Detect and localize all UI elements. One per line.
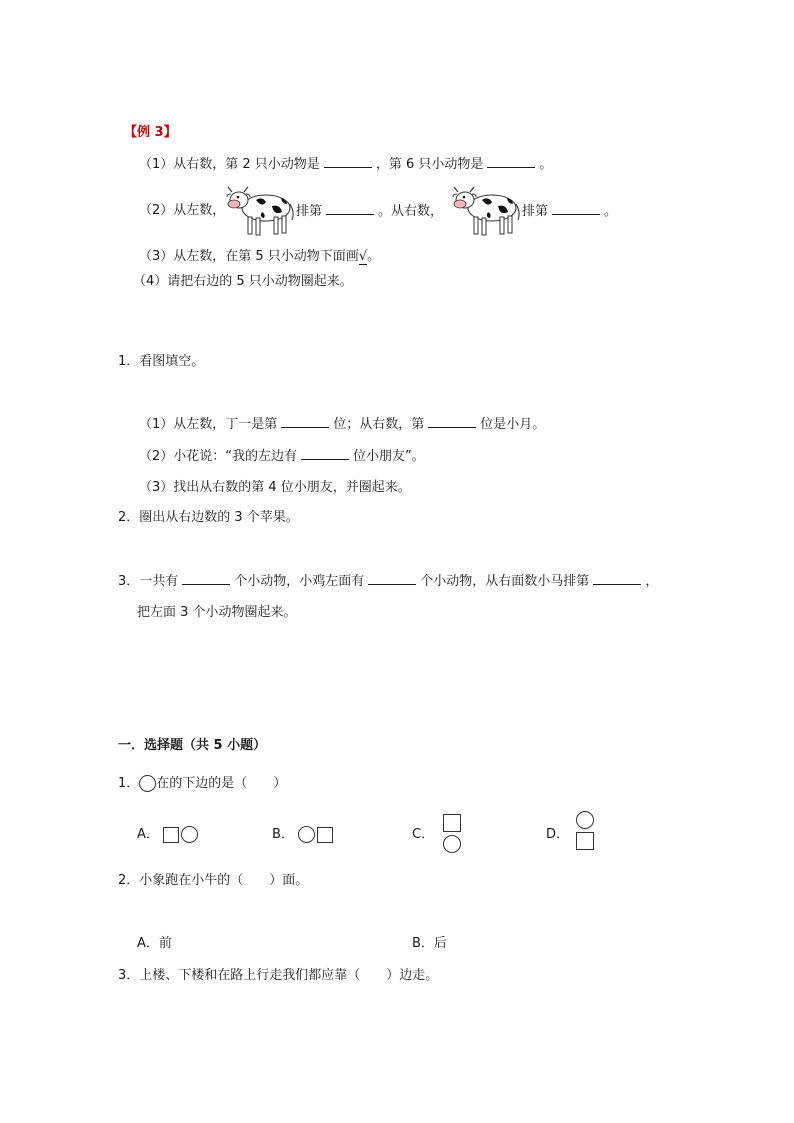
mc2-stem: 2．小象跑在小牛的（ ）面。 (118, 873, 309, 888)
answer-blank[interactable] (182, 572, 230, 585)
answer-blank[interactable] (487, 155, 535, 168)
square-icon (576, 832, 594, 850)
exercise-1-title: 1．看图填空。 (118, 354, 205, 369)
mc1-option-d[interactable]: D． (546, 827, 570, 842)
mc2-option-b[interactable]: B．后 (412, 936, 447, 951)
mc1-option-a[interactable]: A． (137, 826, 198, 844)
cow-icon (226, 180, 296, 240)
mc1-option-c-shapes (443, 814, 461, 853)
exercise-2-title: 2．圈出从右边数的 3 个苹果。 (118, 510, 299, 525)
circle-icon (181, 826, 198, 843)
cow-icon (452, 180, 522, 240)
check-mark: √ (358, 249, 368, 264)
example-q2-part3: 排第 。 (522, 204, 618, 219)
exercise-1-part3: （3）找出从右数的第 4 位小朋友，并圈起来。 (139, 480, 411, 495)
exercise-1-part1: （1）从左数，丁一是第 位；从右数，第 位是小月。 (139, 417, 546, 432)
example-heading: 【例 3】 (124, 125, 177, 140)
exercise-3-line1: 3．一共有 个小动物，小鸡左面有 个小动物，从右面数小马排第 ， (118, 574, 659, 589)
answer-blank[interactable] (326, 202, 374, 215)
mc1-option-d-shapes (576, 811, 594, 850)
mc1-option-c[interactable]: C． (412, 827, 435, 842)
exercise-1-part2: （2）小花说：“我的左边有 位小朋友”。 (139, 449, 425, 464)
answer-blank[interactable] (281, 415, 329, 428)
mc3-stem: 3．上楼、下楼和在路上行走我们都应靠（ ）边走。 (118, 968, 439, 983)
example-q3: （3）从左数，在第 5 只小动物下面画√。 (139, 249, 381, 264)
answer-blank[interactable] (428, 415, 476, 428)
square-icon (163, 827, 179, 843)
circle-icon (443, 835, 461, 853)
exercise-3-line2: 把左面 3 个小动物圈起来。 (137, 605, 297, 620)
example-q4: （4）请把右边的 5 只小动物圈起来。 (133, 274, 353, 289)
example-q2-part2: 排第 。从右数， (296, 204, 444, 219)
mc1-stem: 1． 在的下边的是（ ） (118, 776, 287, 791)
mc2-option-a[interactable]: A．前 (137, 936, 172, 951)
answer-blank[interactable] (593, 572, 641, 585)
circle-icon (576, 811, 594, 829)
answer-blank[interactable] (301, 447, 349, 460)
circle-icon (139, 775, 156, 792)
section-title: 一．选择题（共 5 小题） (118, 738, 267, 753)
square-icon (443, 814, 461, 832)
answer-blank[interactable] (324, 155, 372, 168)
circle-icon (298, 826, 315, 843)
answer-blank[interactable] (368, 572, 416, 585)
answer-blank[interactable] (552, 202, 600, 215)
square-icon (317, 827, 333, 843)
example-q1: （1）从右数，第 2 只小动物是 ，第 6 只小动物是 。 (139, 157, 553, 172)
mc1-option-b[interactable]: B． (272, 826, 333, 844)
example-q2-part1: （2）从左数， (139, 203, 226, 218)
